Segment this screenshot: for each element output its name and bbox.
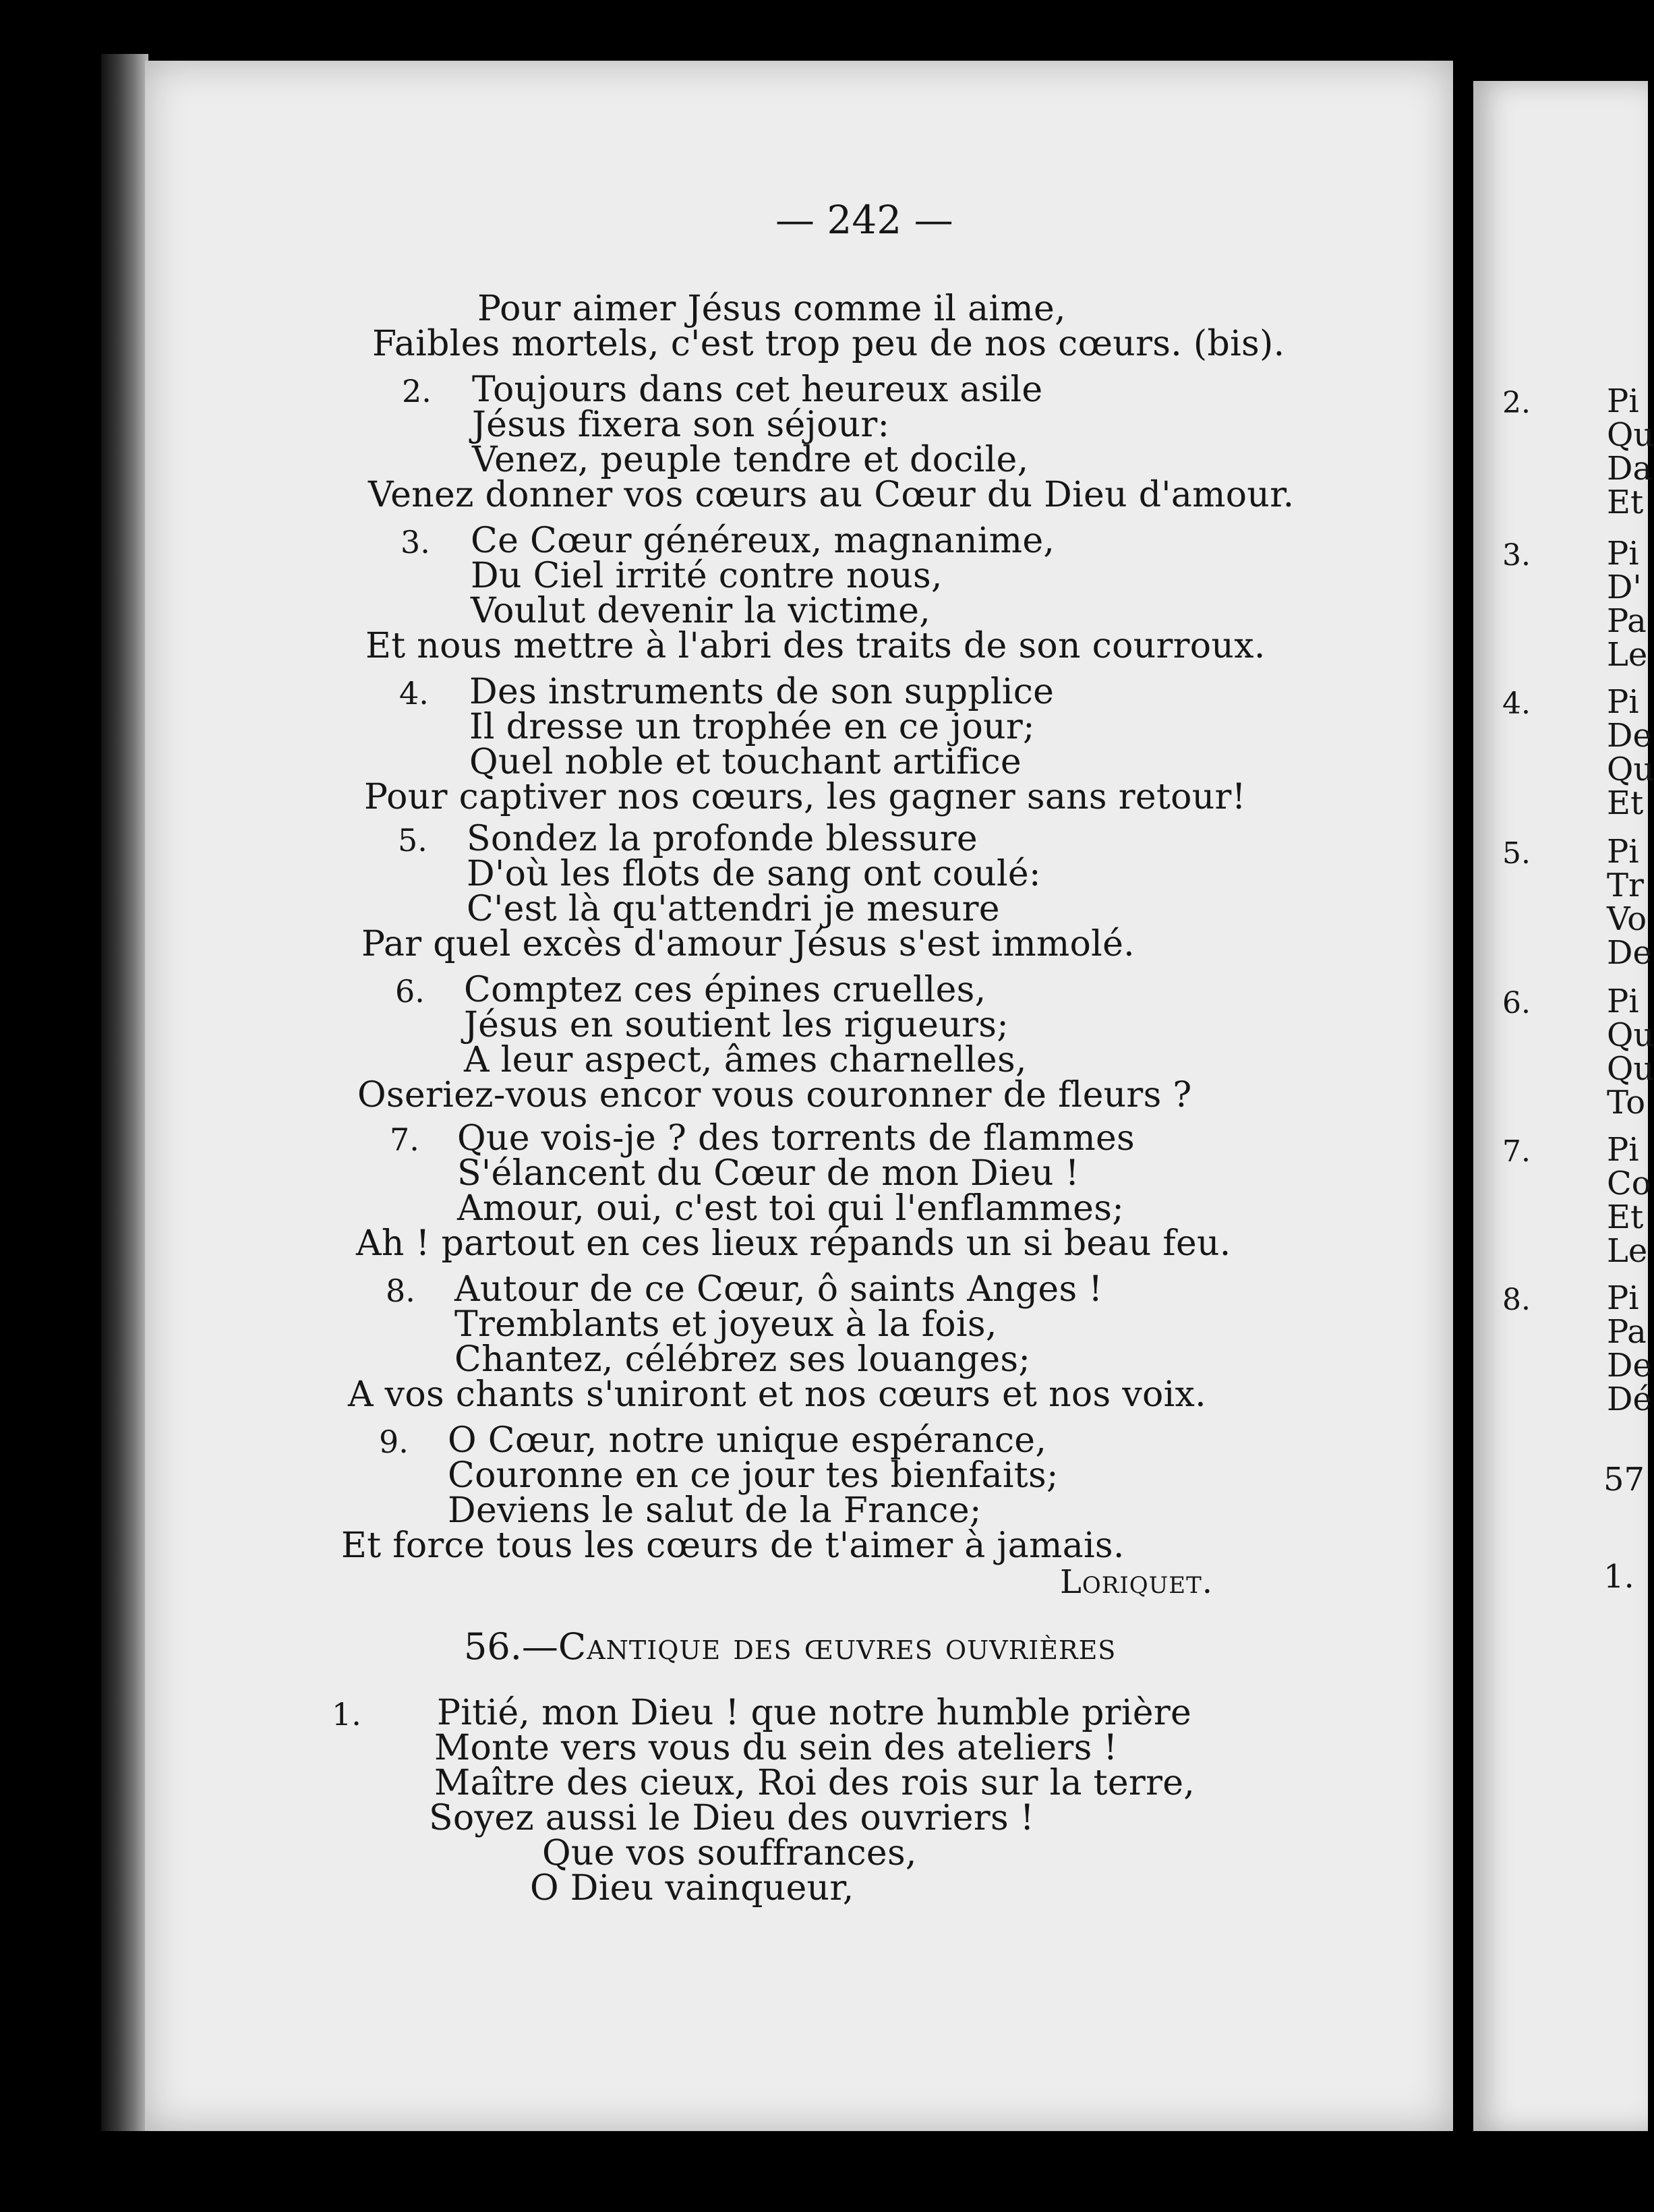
right-fragment: Tr xyxy=(1607,867,1644,904)
hymn-line: Que vos souffrances, xyxy=(542,1833,917,1873)
page-number: — 242 — xyxy=(775,197,953,243)
stanza-line: Il dresse un trophée en ce jour; xyxy=(469,707,1035,747)
right-fragment: Pa xyxy=(1607,1313,1647,1351)
hymn-title-text: Cantique des œuvres ouvrières xyxy=(558,1625,1117,1668)
stanza-number: 1. xyxy=(332,1696,361,1733)
stanza-line: Du Ciel irrité contre nous, xyxy=(471,556,943,596)
stanza-line: Que vois-je ? des torrents de flammes xyxy=(457,1118,1135,1159)
right-fragment: Pi xyxy=(1607,1279,1639,1317)
hymn-title xyxy=(464,1625,1116,1668)
right-fragment: Pi xyxy=(1607,382,1639,420)
stanza-line: S'élancent du Cœur de mon Dieu ! xyxy=(457,1153,1080,1194)
right-fragment: Qu xyxy=(1607,1050,1654,1088)
book-spine xyxy=(101,54,148,2131)
stanza-number: 8. xyxy=(386,1273,415,1309)
stanza-line: Des instruments de son supplice xyxy=(469,672,1055,712)
stanza-line: Venez, peuple tendre et docile, xyxy=(472,440,1029,480)
right-fragment: Pi xyxy=(1607,833,1639,871)
stanza-line: Par quel excès d'amour Jésus s'est immolé. xyxy=(361,924,1135,964)
stanza-number: 7. xyxy=(390,1122,419,1158)
stanza-line: D'où les flots de sang ont coulé: xyxy=(467,854,1041,894)
right-fragment: Qu xyxy=(1607,751,1654,788)
right-fragment: Le xyxy=(1607,1232,1648,1270)
stanza-number: 2. xyxy=(402,373,432,409)
right-fragment: Qu xyxy=(1607,416,1654,454)
hymn-line: O Dieu vainqueur, xyxy=(530,1868,854,1909)
stanza-line: A leur aspect, âmes charnelles, xyxy=(464,1040,1027,1080)
stanza-line: Et force tous les cœurs de t'aimer à jamais. xyxy=(341,1525,1125,1566)
stanza-line: Couronne en ce jour tes bienfaits; xyxy=(448,1455,1059,1496)
stanza-line: Ah ! partout en ces lieux répands un si beau feu. xyxy=(356,1223,1231,1264)
stanza-line: Deviens le salut de la France; xyxy=(448,1490,982,1531)
right-fragment: To xyxy=(1607,1084,1646,1122)
stanza-line: Et nous mettre à l'abri des traits de son courroux. xyxy=(365,626,1266,666)
stanza-line: Quel noble et touchant artifice xyxy=(469,742,1022,782)
right-fragment: Le xyxy=(1607,636,1648,674)
stanza-line: Venez donner vos cœurs au Cœur du Dieu d'amour. xyxy=(368,475,1295,515)
hymn-line: Maître des cieux, Roi des rois sur la terre, xyxy=(434,1763,1195,1803)
right-fragment: Qu xyxy=(1607,1016,1654,1054)
right-fragment: Pa xyxy=(1607,602,1647,640)
right-fragment: Et xyxy=(1607,1198,1644,1236)
right-stanza-number: 1. xyxy=(1603,1558,1634,1596)
stanza-line: Amour, oui, c'est toi qui l'enflammes; xyxy=(457,1188,1125,1229)
stanza-number: 3. xyxy=(401,524,430,560)
right-fragment: De xyxy=(1607,717,1652,755)
right-stanza-number: 8. xyxy=(1502,1283,1531,1317)
right-fragment: Pi xyxy=(1607,683,1639,721)
stanza-number: 6. xyxy=(395,973,425,1010)
refrain-line-2: Faibles mortels, c'est trop peu de nos cœurs. (bis). xyxy=(372,324,1285,364)
right-fragment: Co xyxy=(1607,1165,1651,1202)
stanza-line: C'est là qu'attendri je mesure xyxy=(467,889,1000,929)
stanza-number: 9. xyxy=(379,1424,409,1460)
stanza-number: 5. xyxy=(398,822,427,858)
right-stanza-number: 6. xyxy=(1502,986,1531,1020)
right-fragment: Et xyxy=(1607,484,1644,521)
right-fragment: De xyxy=(1607,1347,1652,1385)
right-fragment: D' xyxy=(1607,569,1642,606)
stanza-line: Pour captiver nos cœurs, les gagner sans retour! xyxy=(364,777,1246,817)
refrain-line-1: Pour aimer Jésus comme il aime, xyxy=(477,289,1066,329)
stanza-line: Voulut devenir la victime, xyxy=(471,591,931,631)
hymn-line: Monte vers vous du sein des ateliers ! xyxy=(434,1728,1118,1768)
hymn-line: Soyez aussi le Dieu des ouvriers ! xyxy=(429,1798,1034,1838)
stanza-line: Jésus fixera son séjour: xyxy=(472,405,890,445)
right-fragment: Et xyxy=(1607,784,1644,822)
stanza-line: Jésus en soutient les rigueurs; xyxy=(464,1005,1009,1045)
stanza-line: O Cœur, notre unique espérance, xyxy=(448,1420,1047,1461)
right-stanza-number: 3. xyxy=(1502,538,1531,573)
right-stanza-number: 2. xyxy=(1502,386,1531,420)
hymn-number: 56.— xyxy=(464,1625,558,1668)
stanza-line: Toujours dans cet heureux asile xyxy=(472,370,1043,410)
right-fragment: De xyxy=(1607,934,1652,972)
stanza-number: 4. xyxy=(399,675,429,711)
right-fragment: Vo xyxy=(1607,900,1647,938)
right-fragment: Da xyxy=(1607,450,1653,488)
right-stanza-number: 4. xyxy=(1502,687,1531,721)
hymn-line: Pitié, mon Dieu ! que notre humble prière xyxy=(437,1693,1192,1733)
stanza-line: Ce Cœur généreux, magnanime, xyxy=(471,521,1055,561)
right-fragment: Pi xyxy=(1607,1131,1639,1169)
right-fragment: Pi xyxy=(1607,983,1639,1020)
right-stanza-number: 5. xyxy=(1502,836,1531,871)
stanza-line: Chantez, célébrez ses louanges; xyxy=(454,1339,1031,1380)
right-hymn-number: 57 xyxy=(1603,1461,1645,1498)
right-fragment: Pi xyxy=(1607,535,1639,573)
stanza-line: Tremblants et joyeux à la fois, xyxy=(454,1304,997,1345)
stanza-line: Autour de ce Cœur, ô saints Anges ! xyxy=(454,1269,1103,1310)
author-signature: Loriquet. xyxy=(1060,1563,1214,1601)
right-fragment: Dé xyxy=(1607,1380,1652,1418)
stanza-line: Oseriez-vous encor vous couronner de fleurs ? xyxy=(357,1075,1192,1115)
right-stanza-number: 7. xyxy=(1502,1134,1531,1169)
stanza-line: Comptez ces épines cruelles, xyxy=(464,970,986,1010)
stanza-line: A vos chants s'uniront et nos cœurs et nos voix. xyxy=(348,1374,1206,1415)
stanza-line: Sondez la profonde blessure xyxy=(467,819,978,859)
